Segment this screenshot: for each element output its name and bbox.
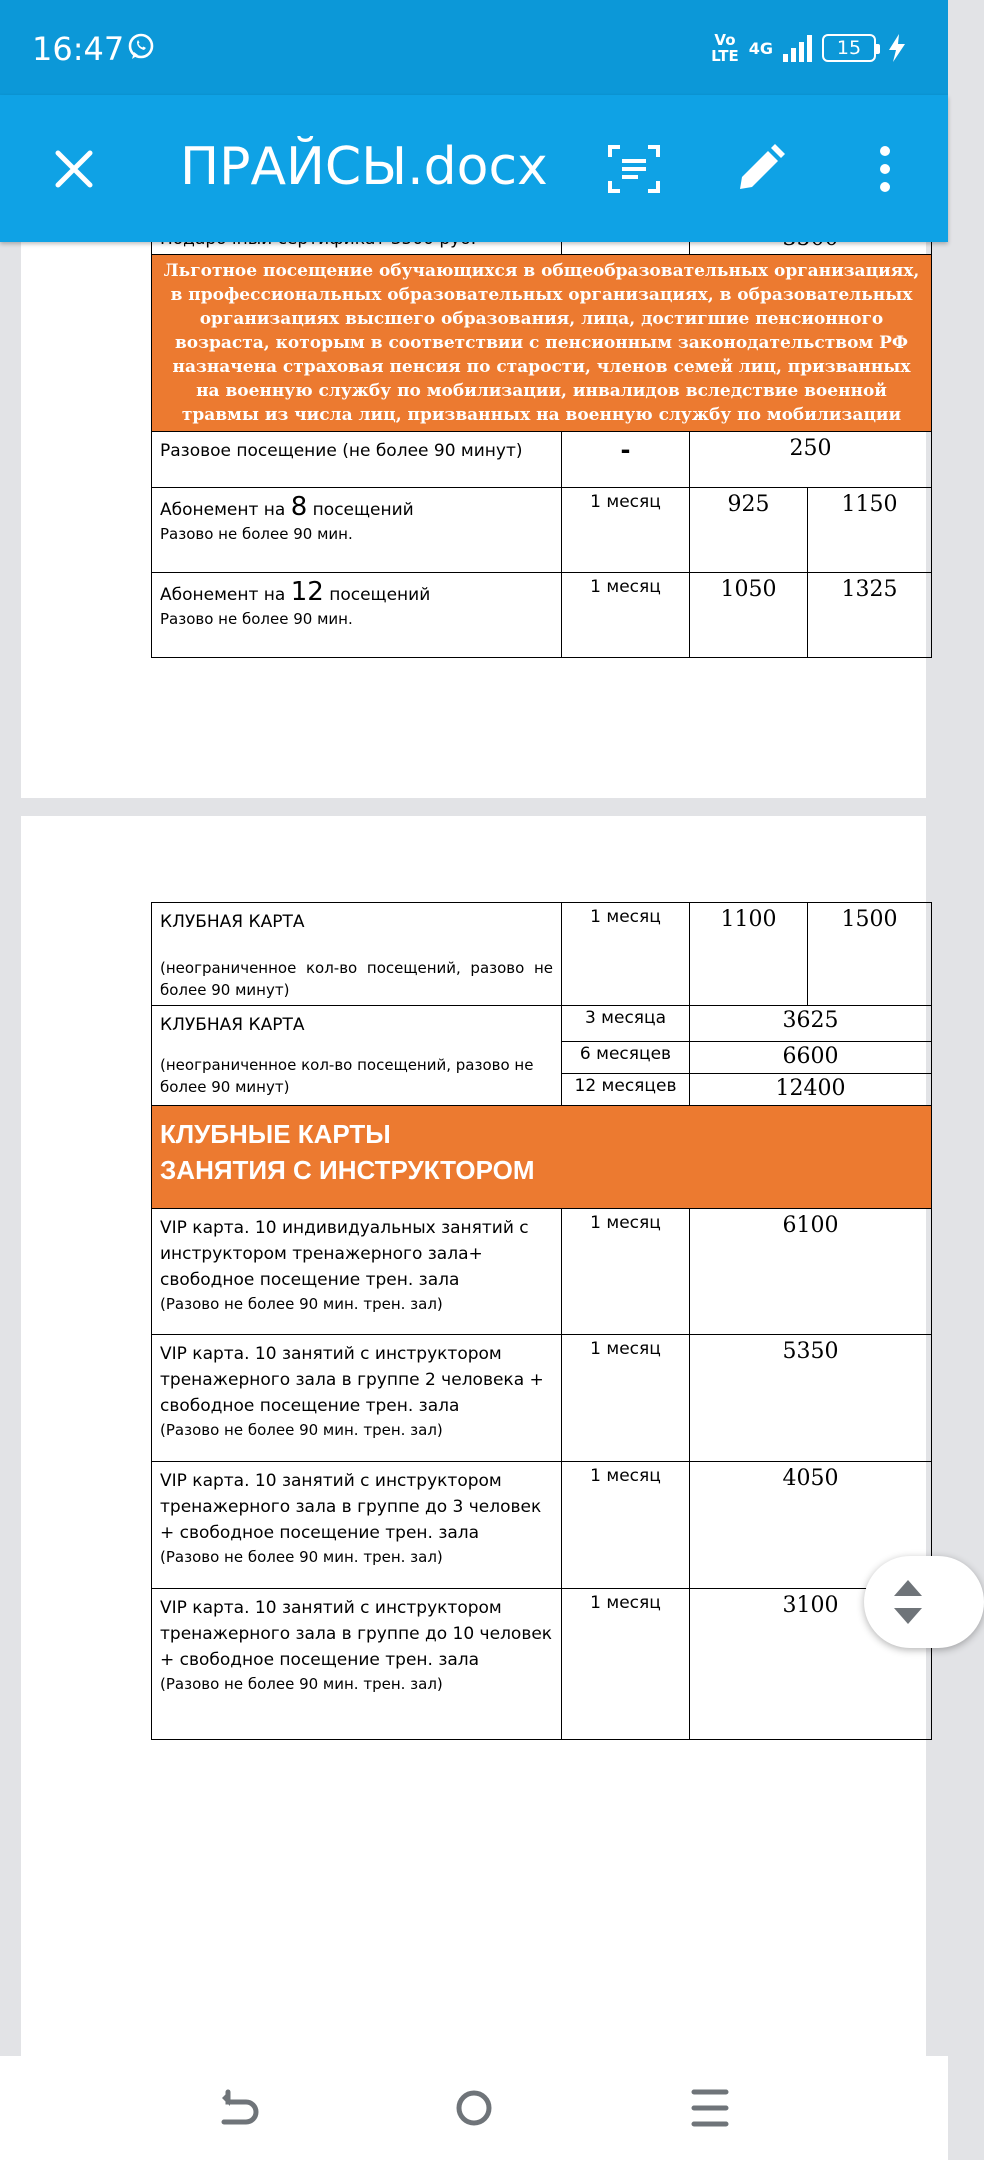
club-card-2-label: [152, 1006, 562, 1106]
vip-note: (Разово не более 90 мин. трен. зал): [160, 1675, 443, 1693]
vip-text: VIP карта. 10 индивидуальных занятий с инструктором тренажерного зала+ свободное посещение трен. зала: [160, 1218, 529, 1290]
edit-pencil-icon[interactable]: [730, 139, 790, 199]
table-row: [152, 1335, 932, 1462]
volte-top: Vo: [714, 31, 736, 49]
subscription-text: посещений: [307, 500, 414, 520]
status-time: 16:47: [32, 30, 125, 68]
section-header: [152, 1106, 932, 1209]
close-icon[interactable]: [46, 141, 102, 197]
vip-note: (Разово не более 90 мин. трен. зал): [160, 1421, 443, 1439]
vip-text: VIP карта. 10 занятий с инструктором тренажерного зала в группе до: [160, 1471, 502, 1517]
club-card-1-price-b: 1500: [808, 903, 932, 1006]
subscription-12-label: [152, 573, 562, 658]
club-card-6m-price: 6600: [690, 1042, 932, 1074]
section-header-line: ЗАНЯТИЯ С ИНСТРУКТОРОМ: [160, 1155, 535, 1185]
vip-group-3-period: 1 месяц: [562, 1462, 690, 1589]
vip-group-10-label: [152, 1589, 562, 1740]
club-card-title: КЛУБНАЯ КАРТА: [160, 912, 305, 932]
single-visit-label: Разовое посещение (не более 90 минут): [152, 432, 562, 488]
charging-icon: [886, 33, 908, 63]
club-card-6m-period: 6 месяцев: [562, 1042, 690, 1074]
document-page-1[interactable]: [21, 242, 926, 798]
scroll-arrows-icon: [878, 1556, 938, 1648]
table-row: [152, 1106, 932, 1209]
table-row: [152, 1589, 932, 1740]
club-card-title: КЛУБНАЯ КАРТА: [160, 1015, 305, 1035]
status-icons: [711, 28, 908, 68]
vip-group-size: 3: [452, 1497, 464, 1517]
app-bar: [0, 95, 948, 242]
table-row: [152, 1006, 932, 1042]
subscription-12-price-b: 1325: [808, 573, 932, 658]
network-type: 4G: [748, 38, 773, 58]
back-icon[interactable]: [208, 2078, 268, 2138]
table-row: [152, 432, 932, 488]
volte-bottom: LTE: [711, 47, 739, 65]
vip-individual-label: [152, 1209, 562, 1335]
club-card-1-period: 1 месяц: [562, 903, 690, 1006]
volte-indicator: [711, 32, 739, 64]
vip-text: человек + свободное посещение трен. зала: [160, 1497, 542, 1543]
table-row: [152, 903, 932, 1006]
more-vert-icon[interactable]: [860, 139, 910, 199]
discount-header: Льготное посещение обучающихся в общеобразовательных организациях, в профессиональных образовательных организациях, в образовательных организациях высшего образования, лица, достигшие пенсионного возраста, которым в соответствии с пенсионным законодательством РФ назначена страховая пенсия по старости, членов семей лиц, призванных на военную службу по мобилизации, инвалидов вследствие военной травмы из числа лиц, призванных на военную службу по мобилизации: [152, 255, 932, 432]
status-bar: [0, 0, 948, 95]
whatsapp-icon: [126, 32, 156, 62]
table-row: [152, 255, 932, 432]
subscription-12-period: 1 месяц: [562, 573, 690, 658]
section-header-line: КЛУБНЫЕ КАРТЫ: [160, 1119, 391, 1149]
vip-group-3-label: [152, 1462, 562, 1589]
single-visit-period: -: [562, 432, 690, 488]
vip-individual-price: 6100: [690, 1209, 932, 1335]
subscription-text: посещений: [323, 585, 431, 605]
subscription-note: Разово не более 90 мин.: [160, 525, 353, 543]
vip-text: человека + свободное посещение трен. зала: [160, 1370, 544, 1416]
club-card-1-price-a: 1100: [690, 903, 808, 1006]
signal-icon: [783, 34, 812, 62]
vip-group-10-period: 1 месяц: [562, 1589, 690, 1740]
vip-group-3-price: 4050: [690, 1462, 932, 1589]
vip-group-2-price: 5350: [690, 1335, 932, 1462]
vip-text: VIP карта. 10 занятий с инструктором тренажерного зала в группе: [160, 1344, 502, 1390]
single-visit-price: 250: [690, 432, 932, 488]
vip-group-2-label: [152, 1335, 562, 1462]
vip-note: (Разово не более 90 мин. трен. зал): [160, 1548, 443, 1566]
menu-icon[interactable]: [680, 2078, 740, 2138]
price-table-2: [151, 902, 932, 1740]
table-row: [152, 1462, 932, 1589]
club-card-3m-price: 3625: [690, 1006, 932, 1042]
subscription-8-label: [152, 488, 562, 573]
subscription-8-price-b: 1150: [808, 488, 932, 573]
club-card-12m-price: 12400: [690, 1074, 932, 1106]
vip-group-2-period: 1 месяц: [562, 1335, 690, 1462]
scroll-handle-button[interactable]: [864, 1556, 984, 1648]
subscription-8-period: 1 месяц: [562, 488, 690, 573]
subscription-note: Разово не более 90 мин.: [160, 610, 353, 628]
vip-group-size: 2: [424, 1370, 436, 1390]
subscription-12-price-a: 1050: [690, 573, 808, 658]
navigation-bar: [0, 2056, 948, 2160]
vip-text: человек + свободное посещение трен. зала: [160, 1624, 553, 1670]
subscription-count: 8: [290, 492, 308, 522]
subscription-text: Абонемент на: [160, 585, 291, 605]
vip-group-size: 10: [452, 1624, 475, 1644]
home-icon[interactable]: [444, 2078, 504, 2138]
club-card-1-label: [152, 903, 562, 1006]
battery-level: 15: [836, 37, 862, 59]
subscription-8-price-a: 925: [690, 488, 808, 573]
subscription-text: Абонемент на: [160, 500, 291, 520]
table-row: [152, 1209, 932, 1335]
club-card-3m-period: 3 месяца: [562, 1006, 690, 1042]
vip-text: VIP карта. 10 занятий с инструктором тренажерного зала в группе до: [160, 1598, 502, 1644]
club-card-note: (неограниченное кол-во посещений, разово не более 90 минут): [160, 1056, 534, 1096]
table-row: [152, 488, 932, 573]
vip-group-10-price: 3100: [690, 1589, 932, 1740]
club-card-12m-period: 12 месяцев: [562, 1074, 690, 1106]
subscription-count: 12: [290, 577, 324, 607]
vip-note: (Разово не более 90 мин. трен. зал): [160, 1295, 443, 1313]
table-row: [152, 573, 932, 658]
scan-text-icon[interactable]: [604, 139, 664, 199]
document-page-2[interactable]: [21, 816, 926, 2056]
club-card-note: (неограниченное кол-во посещений, разово не более 90 минут): [160, 959, 553, 999]
vip-individual-period: 1 месяц: [562, 1209, 690, 1335]
battery-icon: [822, 34, 876, 62]
document-title: ПРАЙСЫ.docx: [180, 137, 548, 197]
price-table-1: [151, 228, 932, 658]
